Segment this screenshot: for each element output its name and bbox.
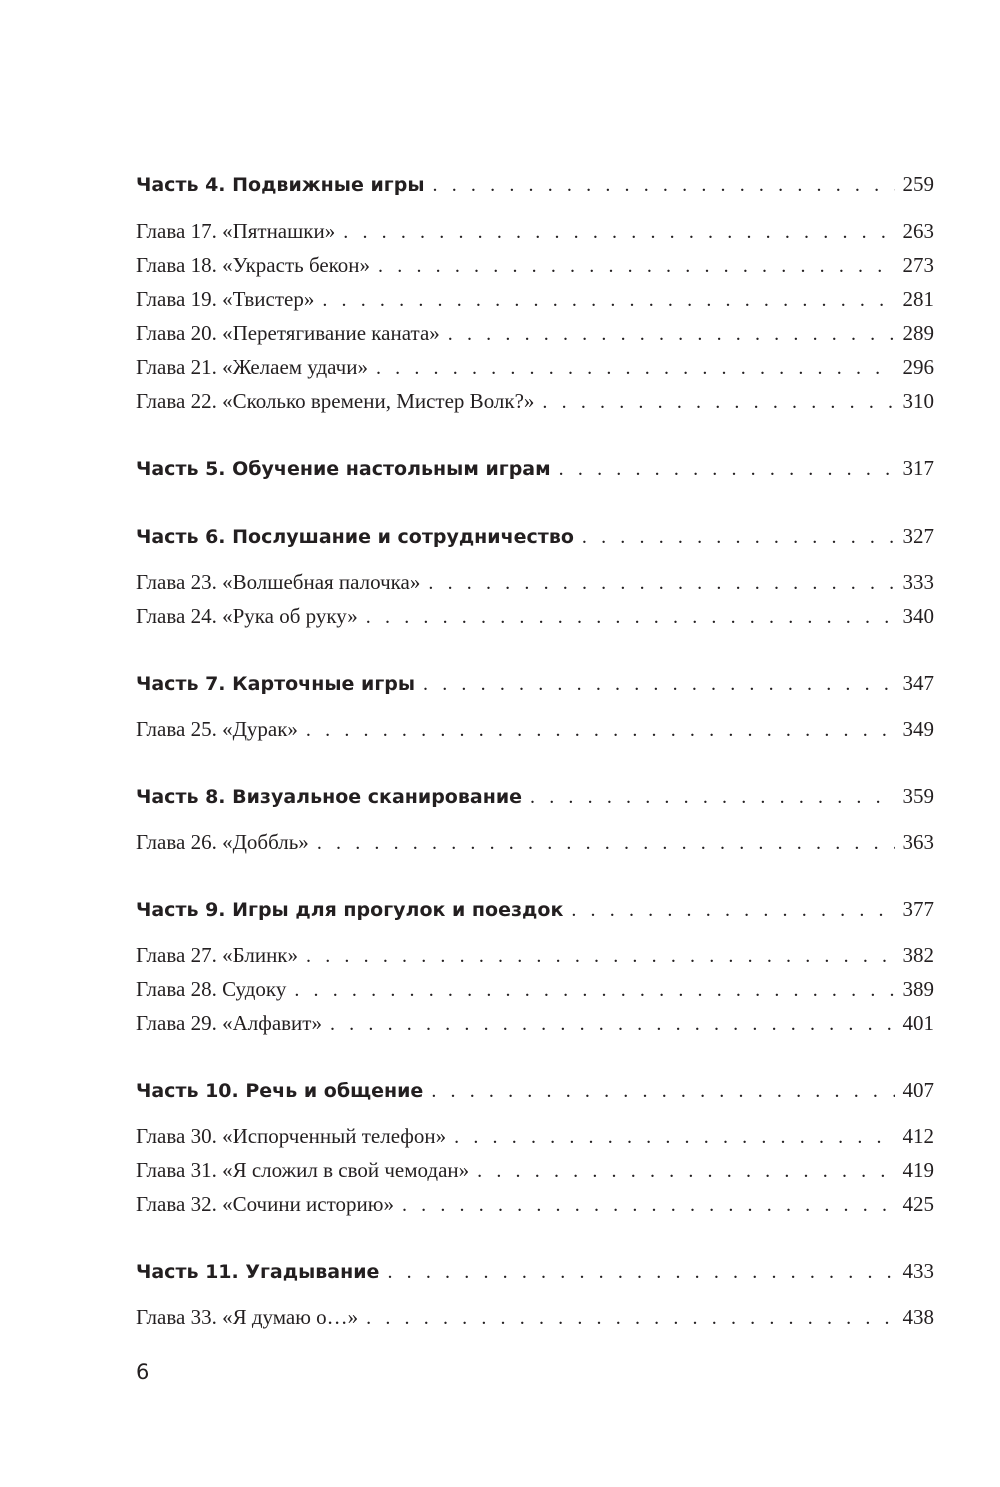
toc-entry-page: 296 — [902, 355, 934, 379]
dot-leader — [542, 391, 894, 414]
toc-entry-page: 438 — [902, 1305, 934, 1329]
dot-leader — [454, 1126, 894, 1149]
toc-entry-title: Глава 27. «Блинк» — [136, 943, 299, 967]
toc-chapter-32[interactable] — [136, 1192, 934, 1217]
page-number: 6 — [136, 1360, 150, 1384]
toc-chapter-24[interactable] — [136, 604, 934, 629]
toc-entry-page: 401 — [902, 1011, 934, 1035]
toc-chapter-20[interactable] — [136, 321, 934, 346]
toc-entry-page: 310 — [902, 389, 934, 413]
toc-part-8[interactable] — [136, 784, 934, 809]
toc-entry-title: Часть 5. Обучение настольным играм — [136, 458, 551, 480]
toc-entry-title: Глава 22. «Сколько времени, Мистер Волк?» — [136, 389, 535, 413]
toc-entry-title: Глава 23. «Волшебная палочка» — [136, 570, 421, 594]
toc-entry-page: 363 — [902, 830, 934, 854]
dot-leader — [366, 606, 895, 629]
toc-entry-title: Часть 4. Подвижные игры — [136, 174, 425, 196]
toc-entry-title: Часть 8. Визуальное сканирование — [136, 786, 523, 808]
toc-entry-page: 377 — [902, 897, 934, 921]
toc-entry-title: Глава 29. «Алфавит» — [136, 1011, 322, 1035]
dot-leader — [378, 255, 894, 278]
toc-entry-title: Глава 26. «Доббль» — [136, 830, 309, 854]
dot-leader — [343, 221, 894, 244]
toc-entry-title: Глава 19. «Твистер» — [136, 287, 315, 311]
toc-entry-page: 333 — [902, 570, 934, 594]
toc-part-11[interactable] — [136, 1259, 934, 1284]
toc-chapter-27[interactable] — [136, 943, 934, 968]
dot-leader — [402, 1194, 895, 1217]
toc-chapter-28[interactable] — [136, 977, 934, 1002]
toc-entry-title: Глава 20. «Перетягивание каната» — [136, 321, 440, 345]
toc-entry-page: 382 — [902, 943, 934, 967]
toc-entry-page: 389 — [902, 977, 934, 1001]
toc-entry-page: 289 — [902, 321, 934, 345]
toc-part-6[interactable] — [136, 524, 934, 549]
dot-leader — [431, 1080, 894, 1103]
toc-chapter-22[interactable] — [136, 389, 934, 414]
toc-chapter-17[interactable] — [136, 219, 934, 244]
dot-leader — [477, 1160, 894, 1183]
toc-entry-page: 327 — [902, 524, 934, 548]
toc-chapter-29[interactable] — [136, 1011, 934, 1036]
dot-leader — [294, 979, 894, 1002]
toc-entry-page: 317 — [902, 456, 934, 480]
toc-entry-title: Глава 32. «Сочини историю» — [136, 1192, 394, 1216]
toc-entry-title: Глава 21. «Желаем удачи» — [136, 355, 368, 379]
dot-leader — [448, 323, 895, 346]
toc-part-7[interactable] — [136, 671, 934, 696]
toc-entry-page: 281 — [902, 287, 934, 311]
toc-chapter-26[interactable] — [136, 830, 934, 855]
toc-entry-page: 263 — [902, 219, 934, 243]
dot-leader — [306, 719, 895, 742]
dot-leader — [571, 899, 894, 922]
toc-chapter-25[interactable] — [136, 717, 934, 742]
toc-chapter-33[interactable] — [136, 1305, 934, 1330]
toc-entry-page: 425 — [902, 1192, 934, 1216]
toc-entry-page: 407 — [902, 1078, 934, 1102]
toc-chapter-30[interactable] — [136, 1124, 934, 1149]
dot-leader — [306, 945, 894, 968]
toc-entry-page: 347 — [902, 671, 934, 695]
dot-leader — [530, 786, 894, 809]
toc-entry-page: 359 — [902, 784, 934, 808]
dot-leader — [559, 458, 895, 481]
toc-entry-title: Глава 25. «Дурак» — [136, 717, 298, 741]
toc-entry-title: Глава 30. «Испорченный телефон» — [136, 1124, 447, 1148]
toc-entry-page: 273 — [902, 253, 934, 277]
toc-entry-page: 349 — [902, 717, 934, 741]
dot-leader — [582, 526, 895, 549]
toc-entry-title: Часть 10. Речь и общение — [136, 1080, 424, 1102]
toc-part-5[interactable] — [136, 456, 934, 481]
dot-leader — [376, 357, 895, 380]
dot-leader — [428, 572, 894, 595]
toc-entry-title: Глава 33. «Я думаю о…» — [136, 1305, 359, 1329]
toc-chapter-21[interactable] — [136, 355, 934, 380]
toc-entry-page: 433 — [902, 1259, 934, 1283]
toc-entry-title: Глава 18. «Украсть бекон» — [136, 253, 371, 277]
dot-leader — [423, 673, 894, 696]
toc-part-4[interactable] — [136, 172, 934, 197]
dot-leader — [317, 832, 895, 855]
dot-leader — [366, 1307, 894, 1330]
toc-entry-title: Глава 17. «Пятнашки» — [136, 219, 336, 243]
toc-entry-title: Глава 28. Судоку — [136, 977, 287, 1001]
dot-leader — [330, 1013, 895, 1036]
toc-entry-title: Глава 31. «Я сложил в свой чемодан» — [136, 1158, 470, 1182]
toc-chapter-31[interactable] — [136, 1158, 934, 1183]
toc-chapter-23[interactable] — [136, 570, 934, 595]
toc-entry-page: 340 — [902, 604, 934, 628]
toc-chapter-18[interactable] — [136, 253, 934, 278]
toc-chapter-19[interactable] — [136, 287, 934, 312]
toc-entry-title: Часть 11. Угадывание — [136, 1261, 380, 1283]
toc-entry-page: 412 — [902, 1124, 934, 1148]
toc-part-10[interactable] — [136, 1078, 934, 1103]
dot-leader — [322, 289, 894, 312]
dot-leader — [387, 1261, 894, 1284]
dot-leader — [433, 174, 895, 197]
toc-entry-page: 419 — [902, 1158, 934, 1182]
toc-entry-page: 259 — [902, 172, 934, 196]
toc-entry-title: Часть 9. Игры для прогулок и поездок — [136, 899, 564, 921]
toc-entry-title: Часть 6. Послушание и сотрудничество — [136, 526, 574, 548]
toc-part-9[interactable] — [136, 897, 934, 922]
toc-entry-title: Часть 7. Карточные игры — [136, 673, 416, 695]
toc-entry-title: Глава 24. «Рука об руку» — [136, 604, 358, 628]
